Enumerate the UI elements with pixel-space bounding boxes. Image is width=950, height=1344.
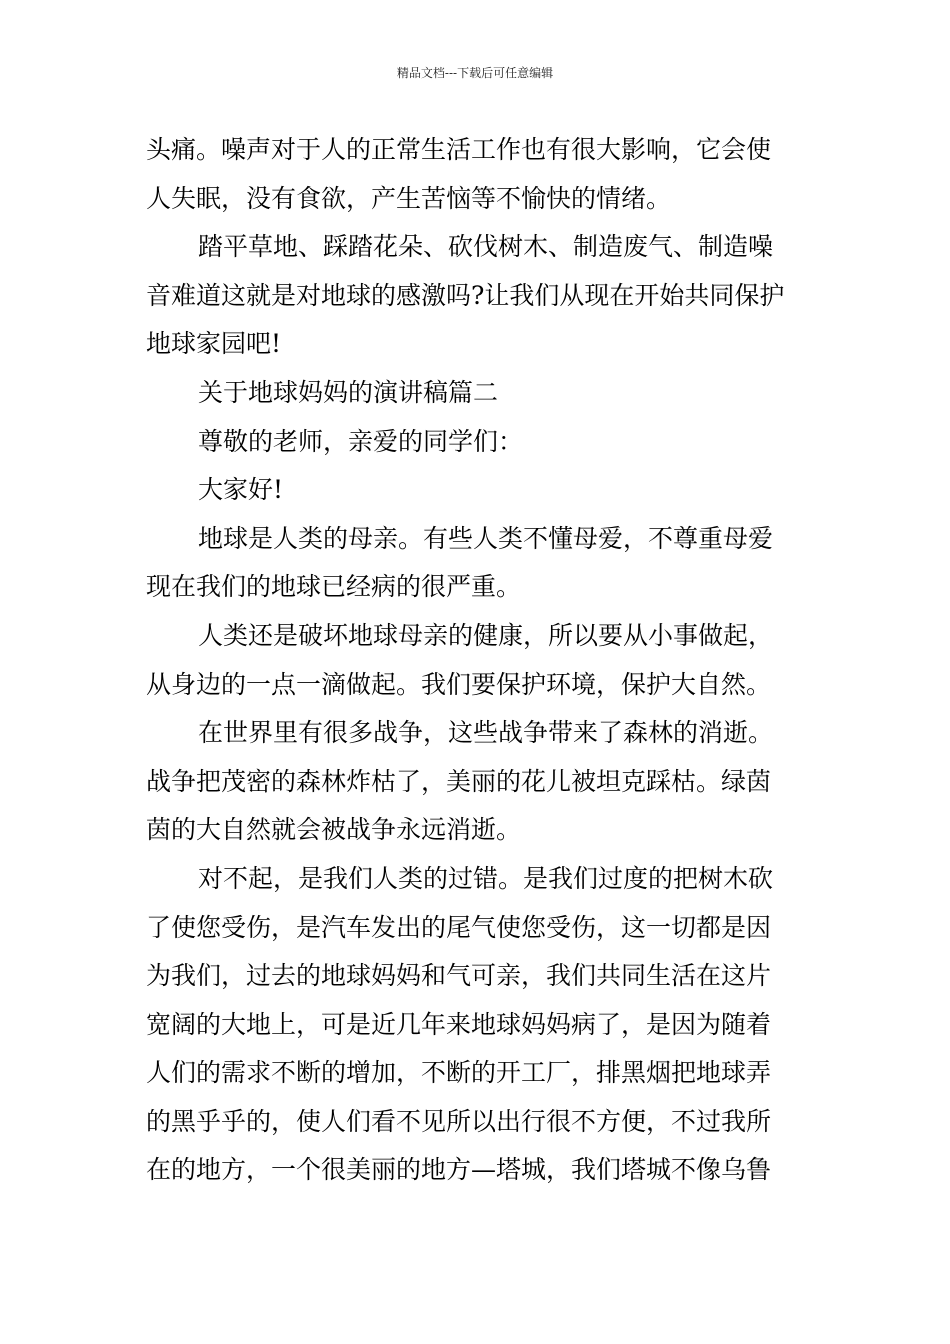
- text-line: 音难道这就是对地球的感激吗?让我们从现在开始共同保护: [146, 280, 785, 310]
- text-line: 在世界里有很多战争，这些战争带来了森林的消逝。: [198, 718, 774, 748]
- text-line: 宽阔的大地上，可是近几年来地球妈妈病了，是因为随着: [146, 1009, 772, 1039]
- text-line: 人们的需求不断的增加，不断的开工厂，排黑烟把地球弄: [146, 1058, 772, 1088]
- text-line: 在的地方，一个很美丽的地方—塔城，我们塔城不像乌鲁: [146, 1155, 772, 1185]
- text-line: 茵的大自然就会被战争永远消逝。: [146, 815, 522, 845]
- text-line: 了使您受伤，是汽车发出的尾气使您受伤，这一切都是因: [146, 912, 772, 942]
- text-line: 为我们，过去的地球妈妈和气可亲，我们共同生活在这片: [146, 961, 772, 991]
- text-line: 踏平草地、踩踏花朵、砍伐树木、制造废气、制造噪: [198, 232, 774, 262]
- greeting: 大家好!: [198, 475, 284, 505]
- text-line: 的黑乎乎的，使人们看不见所以出行很不方便，不过我所: [146, 1106, 772, 1136]
- text-line: 头痛。噪声对于人的正常生活工作也有很大影响，它会使: [146, 135, 772, 164]
- page-header: 精品文档---下载后可任意编辑: [396, 66, 554, 80]
- text-line: 现在我们的地球已经病的很严重。: [146, 572, 522, 602]
- text-line: 地球是人类的母亲。有些人类不懂母爱，不尊重母爱: [198, 523, 774, 553]
- document-body: [146, 126, 808, 1195]
- text-line: 地球家园吧!: [146, 329, 282, 359]
- section-heading: 关于地球妈妈的演讲稿篇二: [198, 377, 499, 407]
- text-line: 战争把茂密的森林炸枯了，美丽的花儿被坦克踩枯。绿茵: [146, 766, 772, 796]
- salutation: 尊敬的老师，亲爱的同学们：: [198, 426, 524, 456]
- text-line: 人失眠，没有食欲，产生苦恼等不愉快的情绪。: [146, 183, 672, 213]
- text-line: 人类还是破坏地球母亲的健康，所以要从小事做起，: [198, 620, 774, 650]
- text-line: 对不起，是我们人类的过错。是我们过度的把树木砍: [198, 863, 774, 893]
- text-line: 从身边的一点一滴做起。我们要保护环境，保护大自然。: [146, 669, 772, 699]
